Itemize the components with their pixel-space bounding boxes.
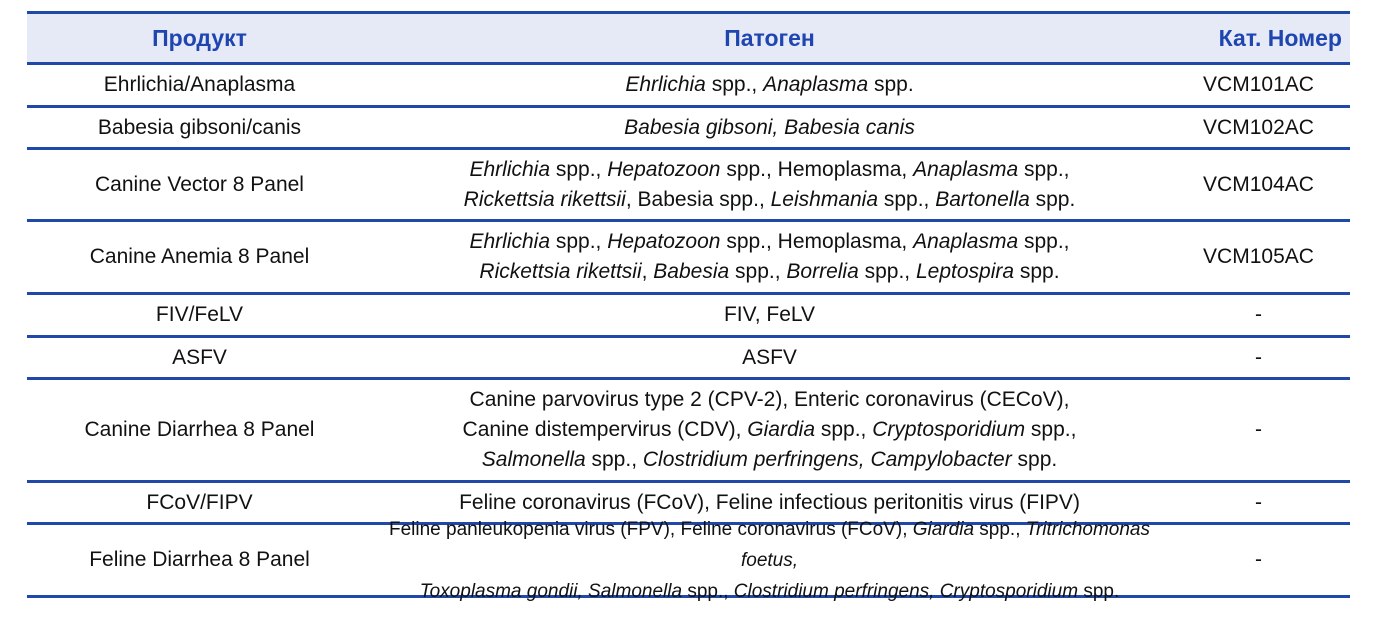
product-cell: FIV/FeLV xyxy=(155,303,244,326)
pathogen-cell xyxy=(372,300,1167,330)
catalog-number-cell: - xyxy=(1255,345,1262,369)
pathogen-line: Ehrlichia spp., Anaplasma spp. xyxy=(625,73,914,96)
pathogen-line: Canine parvovirus type 2 (CPV-2), Enteric coronavirus (CECoV), xyxy=(469,388,1070,411)
catalog-number-cell: - xyxy=(1255,303,1262,326)
pathogen-cell xyxy=(372,227,1167,287)
pathogen-cell xyxy=(372,70,1167,100)
catalog-number-cell: VCM101AC xyxy=(1203,73,1314,96)
pathogen-line: FIV, FeLV xyxy=(723,303,816,326)
header-product: Продукт xyxy=(152,25,247,51)
catalog-number-cell: VCM104AC xyxy=(1203,172,1314,196)
pathogen-line: ASFV xyxy=(742,345,797,369)
pathogen-cell xyxy=(372,385,1167,475)
pathogen-line: Salmonella spp., Clostridium perfringens, Campylobacter spp. xyxy=(481,448,1058,471)
pathogen-line: Ehrlichia spp., Hepatozoon spp., Hemoplasma, Anaplasma spp., xyxy=(469,230,1070,253)
product-cell: Canine Diarrhea 8 Panel xyxy=(84,418,315,441)
product-cell: Canine Anemia 8 Panel xyxy=(89,245,310,268)
catalog-number-cell: VCM102AC xyxy=(1203,115,1314,139)
pathogen-cell xyxy=(372,113,1167,143)
pathogen-line: Feline panleukopenia virus (FPV), Feline coronavirus (FCoV), Giardia spp., Tritrichomonas foetus, xyxy=(388,518,1150,571)
table-header-row xyxy=(27,11,1350,65)
product-cell: ASFV xyxy=(172,345,227,369)
table-row xyxy=(27,380,1350,483)
table-row xyxy=(27,108,1350,150)
product-cell: Ehrlichia/Anaplasma xyxy=(103,73,296,96)
table-row xyxy=(27,65,1350,108)
pathogen-cell xyxy=(372,155,1167,215)
header-pathogen: Патоген xyxy=(724,25,815,51)
pathogen-cell xyxy=(372,343,1167,373)
catalog-number-cell: - xyxy=(1255,418,1262,441)
pathogen-line: Rickettsia rikettsii, Babesia spp., Leishmania spp., Bartonella spp. xyxy=(463,187,1076,211)
product-cell: Babesia gibsoni/canis xyxy=(97,115,302,139)
catalog-number-cell: - xyxy=(1255,548,1262,571)
pathogen-line: Ehrlichia spp., Hepatozoon spp., Hemoplasma, Anaplasma spp., xyxy=(469,157,1070,181)
table-row xyxy=(27,338,1350,380)
product-cell: FCoV/FIPV xyxy=(146,490,253,514)
catalog-number-cell: - xyxy=(1255,490,1262,514)
product-cell: Feline Diarrhea 8 Panel xyxy=(89,548,310,571)
header-catalog-number: Кат. Номер xyxy=(1218,25,1342,51)
table-body xyxy=(27,65,1350,602)
pathogen-line: Babesia gibsoni, Babesia canis xyxy=(624,115,915,139)
table-row xyxy=(27,295,1350,338)
products-table xyxy=(27,11,1350,602)
product-cell: Canine Vector 8 Panel xyxy=(95,172,304,196)
pathogen-line: Toxoplasma gondii, Salmonella spp., Clostridium perfringens, Cryptosporidium spp. xyxy=(419,580,1120,602)
pathogen-cell xyxy=(372,514,1167,607)
table-row xyxy=(27,222,1350,295)
pathogen-line: Feline coronavirus (FCoV), Feline infectious peritonitis virus (FIPV) xyxy=(459,490,1080,514)
table-row xyxy=(27,150,1350,222)
table-row xyxy=(27,518,1350,602)
pathogen-line: Rickettsia rikettsii, Babesia spp., Borrelia spp., Leptospira spp. xyxy=(479,260,1060,283)
pathogen-line: Canine distempervirus (CDV), Giardia spp., Cryptosporidium spp., xyxy=(462,418,1077,441)
catalog-number-cell: VCM105AC xyxy=(1203,245,1314,268)
